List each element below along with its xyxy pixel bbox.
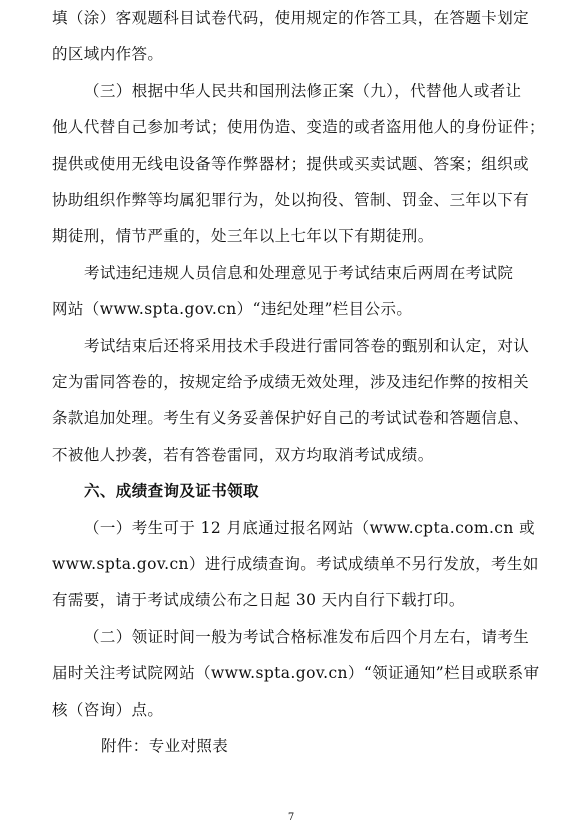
text-line: 考试结束后还将采用技术手段进行雷同答卷的甄别和认定，对认 [84, 336, 530, 355]
text-line: www.spta.gov.cn）进行成绩查询。考试成绩单不另行发放，考生如 [52, 555, 539, 573]
text-line: （二）领证时间一般为考试合格标准发布后四个月左右，请考生 [84, 627, 530, 646]
text-line: 考试违纪违规人员信息和处理意见于考试结束后两周在考试院 [84, 263, 514, 282]
section-heading: 六、成绩查询及证书领取 [84, 481, 259, 501]
text-line: 有需要，请于考试成绩公布之日起 30 天内自行下载打印。 [52, 591, 465, 610]
text-line: 期徒刑，情节严重的，处三年以上七年以下有期徒刑。 [52, 227, 434, 246]
text-line: 定为雷同答卷的，按规定给予成绩无效处理，涉及违纪作弊的按相关 [52, 373, 530, 391]
text-line: 他人代替自己参加考试；使用伪造、变造的或者盗用他人的身份证件； [52, 118, 545, 137]
text-line: 不被他人抄袭，若有答卷雷同，双方均取消考试成绩。 [52, 445, 434, 464]
text-line: 的区域内作答。 [52, 45, 164, 64]
page-number: 7 [287, 812, 295, 823]
text-line: 填（涂）客观题科目试卷代码，使用规定的作答工具，在答题卡划定 [52, 9, 530, 27]
text-line: 条款追加处理。考生有义务妥善保护好自己的考试试卷和答题信息、 [52, 409, 530, 428]
text-line: 提供或使用无线电设备等作弊器材；提供或买卖试题、答案；组织或 [52, 154, 530, 173]
attachment-line: 附件：专业对照表 [101, 737, 229, 755]
text-line: （三）根据中华人民共和国刑法修正案（九），代替他人或者让 [84, 81, 522, 100]
text-line: 届时关注考试院网站（www.spta.gov.cn）“领证通知”栏目或联系审 [52, 664, 540, 683]
text-line: 协助组织作弊等均属犯罪行为，处以拘役、管制、罚金、三年以下有 [52, 191, 530, 209]
text-line: 网站（www.spta.gov.cn）“违纪处理”栏目公示。 [52, 300, 413, 319]
text-line: 核（咨询）点。 [52, 700, 164, 719]
text-line: （一）考生可于 12 月底通过报名网站（www.cpta.com.cn 或 [84, 518, 535, 537]
